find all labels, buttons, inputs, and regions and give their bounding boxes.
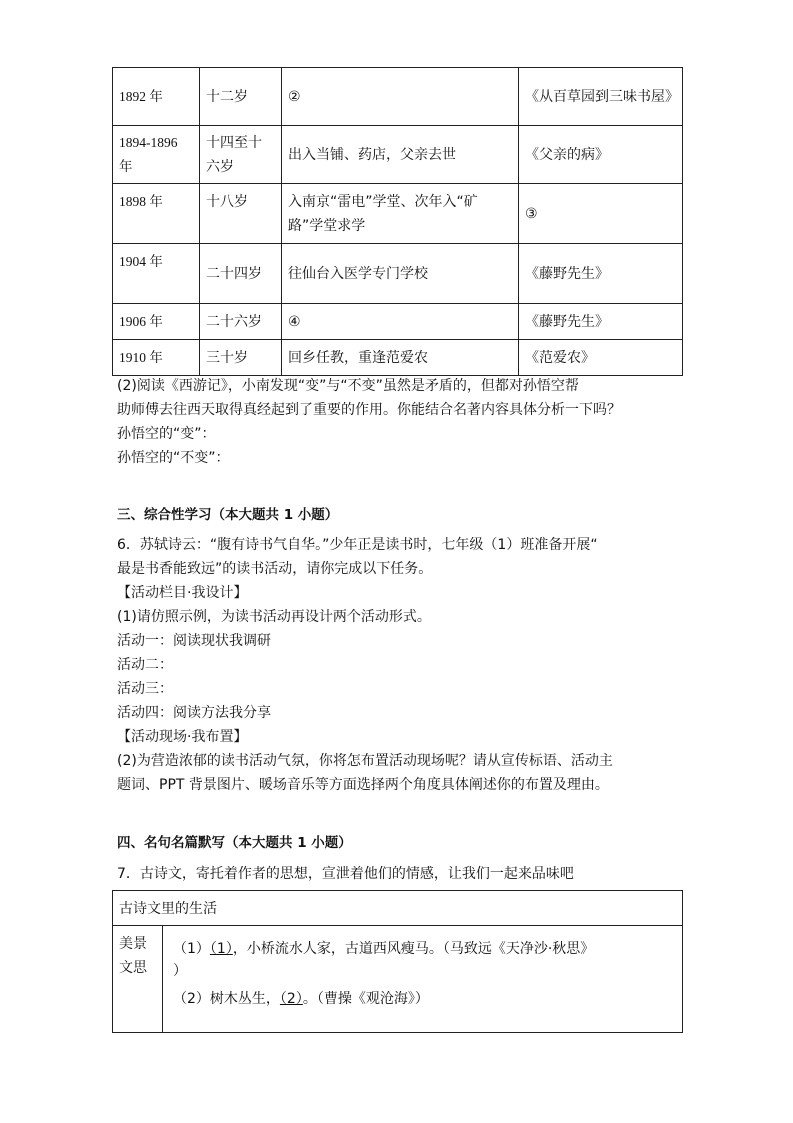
table-row (113, 340, 683, 376)
question-line: 最是书香能致远”的读书活动，请你完成以下任务。 (117, 561, 433, 577)
work-cell: 《藤野先生》 (519, 304, 683, 340)
section-4-intro (117, 862, 677, 886)
blank-1[interactable]: （1） (209, 941, 233, 957)
poem-item-2 (173, 988, 676, 1010)
timeline-table (112, 67, 683, 376)
poem-item-1 (173, 938, 676, 960)
answer-prompt-nochange: 孙悟空的“不变”： (117, 450, 230, 466)
activity-line: 活动三： (117, 681, 173, 697)
table-row (113, 244, 683, 304)
item-number: （1） (173, 941, 210, 957)
year-cell: 1904 年 (113, 244, 200, 304)
question-line: 7．古诗文，寄托着作者的思想，宣泄着他们的情感，让我们一起来品味吧 (117, 866, 574, 882)
year-cell: 1906 年 (113, 304, 200, 340)
poem-line-text: 。（曹操《观沧海》） (302, 991, 429, 1007)
poem-table (112, 890, 683, 1033)
table-row (113, 184, 683, 244)
event-cell: 回乡任教，重逢范爱农 (282, 340, 519, 376)
age-cell: 十四至十六岁 (200, 126, 282, 184)
section-heading: 四、名句名篇默写（本大题共 1 小题） (117, 835, 352, 851)
age-cell: 十八岁 (200, 184, 282, 244)
age-cell: 十二岁 (200, 68, 282, 126)
subsection-title: 【活动栏目·我设计】 (117, 585, 248, 601)
work-cell: 《父亲的病》 (519, 126, 683, 184)
table-row (113, 68, 683, 126)
poem-items-cell (163, 926, 683, 1033)
year-cell: 1898 年 (113, 184, 200, 244)
question-2-line: 助师傅去往西天取得真经起到了重要的作用。你能结合名著内容具体分析一下吗？ (117, 402, 621, 418)
answer-prompt-change: 孙悟空的“变”： (117, 426, 216, 442)
section-4 (117, 831, 677, 855)
activity-line: 活动四：阅读方法我分享 (117, 705, 271, 721)
poem-item-1-wrap: ） (173, 963, 187, 979)
question-line: (2)为营造浓郁的读书活动气氛，你将怎布置活动现场呢？请从宣传标语、活动主 (117, 753, 613, 769)
event-cell: ② (282, 68, 519, 126)
table-row (113, 891, 683, 926)
blank-2[interactable]: （2） (279, 991, 303, 1007)
work-cell: 《范爱农》 (519, 340, 683, 376)
question-line: (1)请仿照示例，为读书活动再设计两个活动形式。 (117, 609, 431, 625)
year-cell: 1894-1896 年 (113, 126, 200, 184)
category-label: 美景 (119, 936, 147, 952)
table-row (113, 126, 683, 184)
question-line: 题词、PPT 背景图片、暖场音乐等方面选择两个角度具体阐述你的布置及理由。 (117, 777, 609, 793)
activity-line: 活动一：阅读现状我调研 (117, 633, 271, 649)
category-label: 文思 (119, 960, 147, 976)
poem-line-text: ，小桥流水人家，古道西风瘦马。（马致远《天净沙·秋思》 (232, 941, 595, 957)
work-cell: 《藤野先生》 (519, 244, 683, 304)
event-cell: 入南京“雷电”学堂、次年入“矿路”学堂求学 (282, 184, 519, 244)
work-cell: ③ (519, 184, 683, 244)
category-cell (113, 926, 163, 1033)
age-cell: 二十四岁 (200, 244, 282, 304)
subsection-title: 【活动现场·我布置】 (117, 729, 248, 745)
question-line: 6．苏轼诗云：“腹有诗书气自华。”少年正是读书时，七年级（1）班准备开展“ (117, 537, 598, 553)
question-2-block (117, 374, 677, 470)
event-cell: 出入当铺、药店，父亲去世 (282, 126, 519, 184)
section-3-body (117, 533, 677, 797)
work-cell: 《从百草园到三味书屋》 (519, 68, 683, 126)
activity-line: 活动二： (117, 657, 173, 673)
age-cell: 三十岁 (200, 340, 282, 376)
event-cell: ④ (282, 304, 519, 340)
table-row (113, 304, 683, 340)
section-3 (117, 503, 677, 527)
section-heading: 三、综合性学习（本大题共 1 小题） (117, 507, 339, 523)
event-cell: 往仙台入医学专门学校 (282, 244, 519, 304)
poem-line-text: （2）树木丛生， (173, 991, 280, 1007)
table-row (113, 926, 683, 1033)
question-2-line: (2)阅读《西游记》，小南发现“变”与“不变”虽然是矛盾的，但都对孙悟空帮 (117, 378, 579, 394)
age-cell: 二十六岁 (200, 304, 282, 340)
year-cell: 1892 年 (113, 68, 200, 126)
poem-table-title: 古诗文里的生活 (113, 891, 683, 926)
year-cell: 1910 年 (113, 340, 200, 376)
